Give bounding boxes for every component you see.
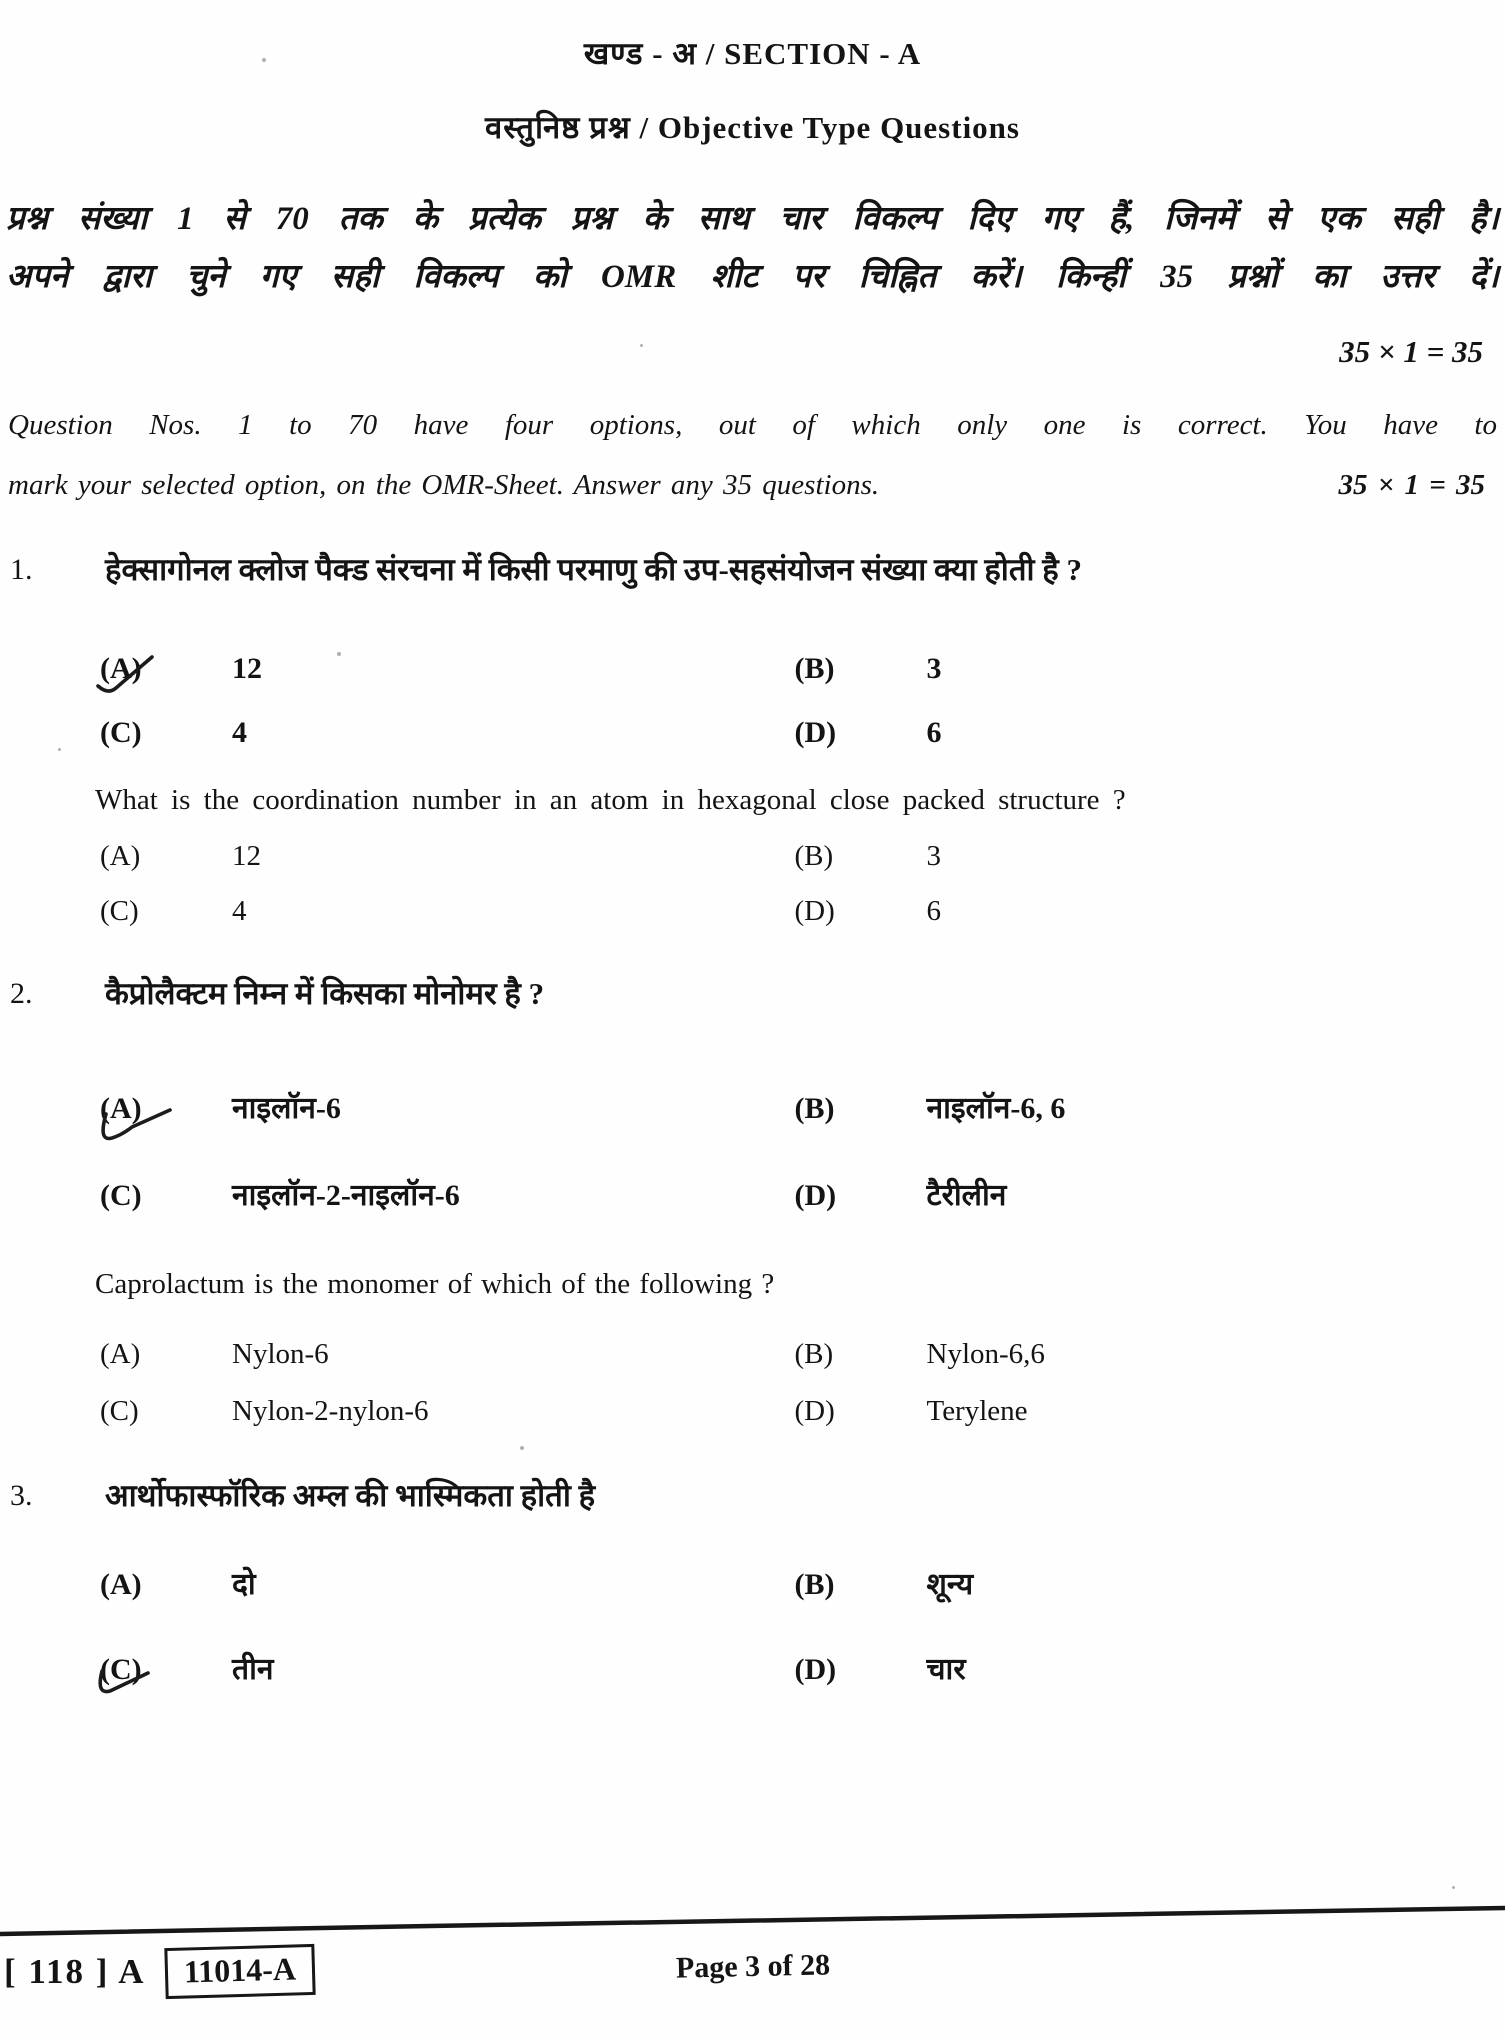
instructions-hindi-line1: प्रश्न संख्या 1 से 70 तक के प्रत्येक प्रश्न के साथ चार विकल्प दिए गए हैं, जिनमें से एक सही है। — [6, 201, 1499, 237]
scan-speckle — [58, 748, 61, 751]
option-letter: (D) — [794, 1179, 837, 1212]
option-value: 4 — [232, 716, 247, 749]
option-letter: (A) — [100, 840, 141, 872]
question-1-english-options-row1 — [0, 840, 1505, 873]
option-label — [100, 1092, 232, 1126]
option-d — [753, 895, 1505, 928]
question-text-english: What is the coordination number in an atom in hexagonal close packed structure ? — [95, 784, 1126, 816]
option-letter: (B) — [794, 1338, 834, 1370]
option-label — [100, 1338, 232, 1371]
option-label — [795, 716, 927, 750]
option-a — [0, 840, 753, 873]
option-label — [795, 1179, 927, 1213]
option-label — [795, 1568, 927, 1602]
option-letter: (A) — [100, 1338, 141, 1370]
option-b — [753, 1086, 1505, 1127]
question-1-hindi-row — [0, 544, 1505, 596]
scan-speckle — [520, 1446, 524, 1450]
instructions-english-line1: Question Nos. 1 to 70 have four options, out of which only one is correct. You have to — [8, 409, 1497, 441]
option-label — [100, 1568, 232, 1602]
option-c — [0, 895, 753, 928]
page-number-label: Page 3 of 28 — [675, 1948, 830, 1985]
option-value: नाइलॉन-6 — [232, 1092, 341, 1125]
option-letter: (B) — [794, 840, 834, 872]
option-label — [100, 1653, 232, 1687]
option-value: Nylon-2-nylon-6 — [232, 1395, 429, 1427]
option-b — [753, 652, 1505, 686]
option-value: टैरीलीन — [926, 1179, 1007, 1212]
question-text-english: Caprolactum is the monomer of which of the following ? — [95, 1268, 775, 1300]
option-value: नाइलॉन-2-नाइलॉन-6 — [232, 1179, 460, 1212]
option-letter: (B) — [794, 652, 835, 685]
question-1-english-options-row2 — [0, 895, 1505, 928]
option-label — [795, 1395, 927, 1428]
option-letter: (C) — [100, 1395, 139, 1427]
question-1-hindi-options-row1 — [0, 652, 1505, 686]
option-label — [100, 1179, 232, 1213]
question-3 — [0, 1470, 1505, 1688]
option-label — [100, 895, 232, 928]
option-letter: (D) — [794, 716, 837, 749]
option-label — [795, 1653, 927, 1687]
option-d — [753, 1647, 1505, 1688]
option-letter: (B) — [794, 1092, 835, 1125]
question-text-hindi: कैप्रोलैक्टम निम्न में किसका मोनोमर है ? — [105, 976, 545, 1011]
question-2-english-options-row1 — [0, 1338, 1505, 1371]
page-subtitle: वस्तुनिष्ठ प्रश्न / Objective Type Questions — [484, 110, 1020, 145]
option-letter: (A) — [100, 652, 142, 685]
option-letter: (B) — [794, 1568, 835, 1601]
instructions-english-line2: mark your selected option, on the OMR-Sheet. Answer any 35 questions. — [8, 469, 880, 501]
option-c — [0, 716, 753, 750]
option-d — [753, 1395, 1505, 1428]
option-letter: (A) — [100, 1568, 142, 1601]
question-2 — [0, 968, 1505, 1428]
option-letter: (C) — [100, 895, 139, 927]
option-a — [0, 1562, 753, 1603]
option-letter: (A) — [100, 1092, 142, 1125]
option-a — [0, 652, 753, 686]
question-2-english-options-row2 — [0, 1395, 1505, 1428]
option-c — [0, 1647, 753, 1688]
option-b — [753, 1562, 1505, 1603]
page-footer — [0, 1946, 1505, 1997]
option-d — [753, 716, 1505, 750]
footer-divider-rule — [0, 1902, 1505, 1942]
option-letter: (C) — [100, 1653, 142, 1686]
option-value: Terylene — [926, 1395, 1028, 1427]
option-letter: (D) — [794, 1395, 835, 1427]
scan-speckle — [1452, 1886, 1455, 1889]
option-value: 12 — [232, 652, 262, 685]
option-value: 6 — [926, 716, 942, 749]
option-d — [753, 1173, 1505, 1214]
marks-scheme-english: 35 × 1 = 35 — [1338, 469, 1485, 501]
option-label — [795, 840, 927, 873]
option-label — [100, 840, 232, 873]
question-3-options-row2 — [0, 1647, 1505, 1688]
question-2-hindi-options-row1 — [0, 1086, 1505, 1127]
option-value: 12 — [232, 840, 261, 872]
question-3-options-row1 — [0, 1562, 1505, 1603]
option-value: 6 — [926, 895, 941, 927]
question-1-hindi-options-row2 — [0, 716, 1505, 750]
question-number: 2. — [10, 977, 33, 1010]
option-label — [100, 716, 232, 750]
option-value: Nylon-6 — [232, 1338, 329, 1370]
booklet-code: [ 118 ] A — [4, 1951, 146, 1991]
question-2-hindi-options-row2 — [0, 1173, 1505, 1214]
scan-speckle — [262, 58, 266, 62]
option-label — [100, 1395, 232, 1428]
option-a — [0, 1086, 753, 1127]
scan-speckle — [640, 344, 643, 347]
question-text-hindi: हेक्सागोनल क्लोज पैक्ड संरचना में किसी परमाणु की उप-सहसंयोजन संख्या क्या होती है ? — [105, 552, 1082, 587]
scan-speckle — [337, 652, 341, 656]
paper-code-box: 11014-A — [165, 1944, 316, 1999]
option-value: Nylon-6,6 — [926, 1338, 1045, 1370]
option-value: शून्य — [926, 1568, 974, 1601]
question-number: 3. — [10, 1479, 33, 1512]
option-c — [0, 1173, 753, 1214]
question-1 — [0, 544, 1505, 928]
option-value: चार — [926, 1653, 966, 1686]
option-label — [795, 652, 927, 686]
question-3-hindi-row — [0, 1470, 1505, 1522]
option-value: तीन — [232, 1653, 274, 1686]
option-b — [753, 840, 1505, 873]
option-label — [795, 1092, 927, 1126]
option-value: 4 — [232, 895, 247, 927]
option-value: 3 — [926, 652, 942, 685]
option-letter: (C) — [100, 1179, 142, 1212]
option-label — [795, 1338, 927, 1371]
option-value: दो — [232, 1568, 256, 1601]
option-letter: (D) — [794, 895, 835, 927]
option-value: 3 — [926, 840, 941, 872]
question-text-hindi: आर्थोफास्फॉरिक अम्ल की भास्मिकता होती है — [105, 1478, 596, 1513]
option-c — [0, 1395, 753, 1428]
option-value: नाइलॉन-6, 6 — [926, 1092, 1066, 1125]
section-title: खण्ड - अ / SECTION - A — [583, 36, 922, 71]
option-a — [0, 1338, 753, 1371]
option-letter: (D) — [794, 1653, 837, 1686]
instructions-hindi-line2: अपने द्वारा चुने गए सही विकल्प को OMR शीट पर चिह्नित करें। किन्हीं 35 प्रश्नों का उत्तर दें। — [6, 259, 1499, 295]
question-number: 1. — [10, 553, 33, 586]
instructions-english-line2-row — [8, 462, 1497, 508]
question-2-hindi-row — [0, 968, 1505, 1020]
option-b — [753, 1338, 1505, 1371]
marks-scheme-hindi: 35 × 1 = 35 — [1339, 334, 1483, 369]
option-label — [795, 895, 927, 928]
option-label — [100, 652, 232, 686]
option-letter: (C) — [100, 716, 142, 749]
